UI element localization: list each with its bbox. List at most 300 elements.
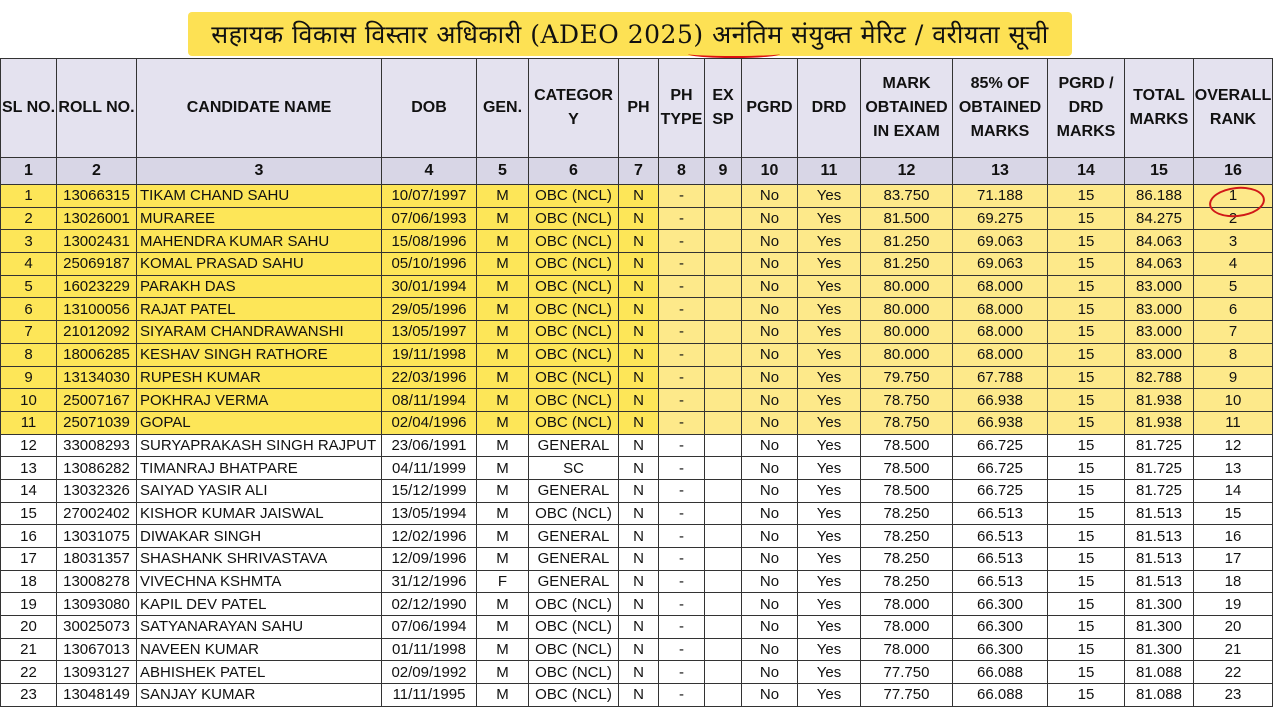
candidate-name-cell: KESHAV SINGH RATHORE <box>137 343 382 366</box>
col-number: 15 <box>1125 158 1194 185</box>
sl-no-cell: 21 <box>1 638 57 661</box>
gender-cell: M <box>477 389 529 412</box>
col-header: OVERALL RANK <box>1194 59 1273 158</box>
pgrd-drd-marks-cell: 15 <box>1048 479 1125 502</box>
gender-cell: M <box>477 434 529 457</box>
dob-cell: 30/01/1994 <box>382 275 477 298</box>
drd-cell: Yes <box>798 616 861 639</box>
roll-no-cell: 13031075 <box>57 525 137 548</box>
col-header: GEN. <box>477 59 529 158</box>
drd-cell: Yes <box>798 298 861 321</box>
category-cell: SC <box>529 457 619 480</box>
pgrd-cell: No <box>742 207 798 230</box>
candidate-name-cell: RUPESH KUMAR <box>137 366 382 389</box>
dob-cell: 15/08/1996 <box>382 230 477 253</box>
candidate-name-cell: PARAKH DAS <box>137 275 382 298</box>
mark-obtained-cell: 79.750 <box>861 366 953 389</box>
category-cell: OBC (NCL) <box>529 298 619 321</box>
col-header: TOTAL MARKS <box>1125 59 1194 158</box>
sl-no-cell: 20 <box>1 616 57 639</box>
pgrd-cell: No <box>742 525 798 548</box>
col-number: 3 <box>137 158 382 185</box>
ph-type-cell: - <box>659 298 705 321</box>
total-marks-cell: 83.000 <box>1125 298 1194 321</box>
sl-no-cell: 11 <box>1 411 57 434</box>
category-cell: OBC (NCL) <box>529 343 619 366</box>
category-cell: OBC (NCL) <box>529 502 619 525</box>
gender-cell: M <box>477 502 529 525</box>
pgrd-drd-marks-cell: 15 <box>1048 570 1125 593</box>
col-header: PGRD <box>742 59 798 158</box>
dob-cell: 01/11/1998 <box>382 638 477 661</box>
mark-obtained-cell: 78.250 <box>861 548 953 571</box>
dob-cell: 19/11/1998 <box>382 343 477 366</box>
table-row <box>1 207 1273 230</box>
overall-rank-cell: 8 <box>1194 343 1273 366</box>
candidate-name-cell: MAHENDRA KUMAR SAHU <box>137 230 382 253</box>
dob-cell: 13/05/1994 <box>382 502 477 525</box>
drd-cell: Yes <box>798 548 861 571</box>
dob-cell: 15/12/1999 <box>382 479 477 502</box>
table-row <box>1 230 1273 253</box>
roll-no-cell: 18031357 <box>57 548 137 571</box>
dob-cell: 29/05/1996 <box>382 298 477 321</box>
category-cell: OBC (NCL) <box>529 185 619 208</box>
roll-no-cell: 33008293 <box>57 434 137 457</box>
mark-obtained-cell: 78.250 <box>861 502 953 525</box>
marks-85-percent-cell: 66.300 <box>953 593 1048 616</box>
ph-type-cell: - <box>659 616 705 639</box>
mark-obtained-cell: 80.000 <box>861 343 953 366</box>
ph-type-cell: - <box>659 548 705 571</box>
dob-cell: 13/05/1997 <box>382 321 477 344</box>
ex-sp-cell <box>705 570 742 593</box>
gender-cell: M <box>477 207 529 230</box>
pgrd-cell: No <box>742 411 798 434</box>
ex-sp-cell <box>705 525 742 548</box>
overall-rank-cell: 19 <box>1194 593 1273 616</box>
ph-cell: N <box>619 321 659 344</box>
ph-cell: N <box>619 479 659 502</box>
pgrd-cell: No <box>742 275 798 298</box>
pgrd-drd-marks-cell: 15 <box>1048 684 1125 707</box>
pgrd-drd-marks-cell: 15 <box>1048 411 1125 434</box>
roll-no-cell: 13134030 <box>57 366 137 389</box>
pgrd-cell: No <box>742 593 798 616</box>
total-marks-cell: 81.300 <box>1125 638 1194 661</box>
marks-85-percent-cell: 66.513 <box>953 570 1048 593</box>
ex-sp-cell <box>705 411 742 434</box>
gender-cell: M <box>477 661 529 684</box>
mark-obtained-cell: 80.000 <box>861 275 953 298</box>
col-header: PH <box>619 59 659 158</box>
candidate-name-cell: SAIYAD YASIR ALI <box>137 479 382 502</box>
ph-cell: N <box>619 298 659 321</box>
sl-no-cell: 2 <box>1 207 57 230</box>
marks-85-percent-cell: 66.088 <box>953 661 1048 684</box>
gender-cell: M <box>477 366 529 389</box>
col-header: SL NO. <box>1 59 57 158</box>
gender-cell: M <box>477 343 529 366</box>
ph-type-cell: - <box>659 343 705 366</box>
drd-cell: Yes <box>798 185 861 208</box>
dob-cell: 02/04/1996 <box>382 411 477 434</box>
candidate-name-cell: KOMAL PRASAD SAHU <box>137 253 382 276</box>
sl-no-cell: 17 <box>1 548 57 571</box>
table-row <box>1 457 1273 480</box>
table-row <box>1 638 1273 661</box>
ex-sp-cell <box>705 434 742 457</box>
pgrd-cell: No <box>742 185 798 208</box>
pgrd-drd-marks-cell: 15 <box>1048 298 1125 321</box>
dob-cell: 04/11/1999 <box>382 457 477 480</box>
pgrd-drd-marks-cell: 15 <box>1048 593 1125 616</box>
table-row <box>1 548 1273 571</box>
pgrd-drd-marks-cell: 15 <box>1048 343 1125 366</box>
column-number-row <box>1 158 1273 185</box>
table-row <box>1 343 1273 366</box>
total-marks-cell: 81.725 <box>1125 479 1194 502</box>
col-header: CATEGOR Y <box>529 59 619 158</box>
pgrd-drd-marks-cell: 15 <box>1048 548 1125 571</box>
ph-type-cell: - <box>659 502 705 525</box>
ph-cell: N <box>619 616 659 639</box>
mark-obtained-cell: 78.250 <box>861 525 953 548</box>
page-title: सहायक विकास विस्तार अधिकारी (ADEO 2025) अनंतिम संयुक्त मेरिट / वरीयता सूची <box>211 20 1049 49</box>
pgrd-cell: No <box>742 661 798 684</box>
ph-type-cell: - <box>659 684 705 707</box>
ph-type-cell: - <box>659 275 705 298</box>
ph-type-cell: - <box>659 230 705 253</box>
drd-cell: Yes <box>798 434 861 457</box>
dob-cell: 07/06/1993 <box>382 207 477 230</box>
table-row <box>1 525 1273 548</box>
candidate-name-cell: VIVECHNA KSHMTA <box>137 570 382 593</box>
pgrd-cell: No <box>742 502 798 525</box>
ph-type-cell: - <box>659 366 705 389</box>
sl-no-cell: 9 <box>1 366 57 389</box>
mark-obtained-cell: 83.750 <box>861 185 953 208</box>
pgrd-cell: No <box>742 684 798 707</box>
gender-cell: M <box>477 253 529 276</box>
overall-rank-cell: 10 <box>1194 389 1273 412</box>
pgrd-drd-marks-cell: 15 <box>1048 661 1125 684</box>
total-marks-cell: 81.088 <box>1125 661 1194 684</box>
table-row <box>1 275 1273 298</box>
overall-rank-cell: 1 <box>1194 185 1273 208</box>
total-marks-cell: 81.513 <box>1125 548 1194 571</box>
total-marks-cell: 82.788 <box>1125 366 1194 389</box>
category-cell: OBC (NCL) <box>529 661 619 684</box>
col-number: 7 <box>619 158 659 185</box>
overall-rank-cell: 4 <box>1194 253 1273 276</box>
gender-cell: M <box>477 321 529 344</box>
candidate-name-cell: ABHISHEK PATEL <box>137 661 382 684</box>
candidate-name-cell: TIMANRAJ BHATPARE <box>137 457 382 480</box>
dob-cell: 22/03/1996 <box>382 366 477 389</box>
col-number: 1 <box>1 158 57 185</box>
ph-cell: N <box>619 343 659 366</box>
drd-cell: Yes <box>798 366 861 389</box>
sl-no-cell: 13 <box>1 457 57 480</box>
mark-obtained-cell: 81.500 <box>861 207 953 230</box>
ex-sp-cell <box>705 502 742 525</box>
merit-table <box>0 58 1273 707</box>
pgrd-drd-marks-cell: 15 <box>1048 457 1125 480</box>
total-marks-cell: 81.088 <box>1125 684 1194 707</box>
total-marks-cell: 81.725 <box>1125 434 1194 457</box>
dob-cell: 31/12/1996 <box>382 570 477 593</box>
pgrd-cell: No <box>742 389 798 412</box>
overall-rank-cell: 13 <box>1194 457 1273 480</box>
overall-rank-cell: 16 <box>1194 525 1273 548</box>
dob-cell: 02/09/1992 <box>382 661 477 684</box>
total-marks-cell: 84.275 <box>1125 207 1194 230</box>
col-header: ROLL NO. <box>57 59 137 158</box>
header-row <box>1 59 1273 158</box>
category-cell: OBC (NCL) <box>529 389 619 412</box>
category-cell: OBC (NCL) <box>529 638 619 661</box>
mark-obtained-cell: 81.250 <box>861 230 953 253</box>
marks-85-percent-cell: 68.000 <box>953 298 1048 321</box>
drd-cell: Yes <box>798 411 861 434</box>
sl-no-cell: 23 <box>1 684 57 707</box>
ph-type-cell: - <box>659 570 705 593</box>
ph-type-cell: - <box>659 593 705 616</box>
overall-rank-cell: 3 <box>1194 230 1273 253</box>
ph-type-cell: - <box>659 638 705 661</box>
gender-cell: M <box>477 593 529 616</box>
roll-no-cell: 13067013 <box>57 638 137 661</box>
category-cell: GENERAL <box>529 525 619 548</box>
ex-sp-cell <box>705 275 742 298</box>
drd-cell: Yes <box>798 525 861 548</box>
drd-cell: Yes <box>798 207 861 230</box>
mark-obtained-cell: 78.750 <box>861 411 953 434</box>
roll-no-cell: 27002402 <box>57 502 137 525</box>
col-header: 85% OF OBTAINED MARKS <box>953 59 1048 158</box>
gender-cell: M <box>477 479 529 502</box>
table-row <box>1 321 1273 344</box>
total-marks-cell: 81.300 <box>1125 616 1194 639</box>
mark-obtained-cell: 80.000 <box>861 321 953 344</box>
gender-cell: M <box>477 457 529 480</box>
sl-no-cell: 22 <box>1 661 57 684</box>
table-row <box>1 389 1273 412</box>
marks-85-percent-cell: 67.788 <box>953 366 1048 389</box>
ph-type-cell: - <box>659 185 705 208</box>
pgrd-drd-marks-cell: 15 <box>1048 185 1125 208</box>
category-cell: OBC (NCL) <box>529 253 619 276</box>
sl-no-cell: 7 <box>1 321 57 344</box>
col-number: 9 <box>705 158 742 185</box>
marks-85-percent-cell: 66.513 <box>953 525 1048 548</box>
pgrd-cell: No <box>742 298 798 321</box>
col-header: EX SP <box>705 59 742 158</box>
ph-type-cell: - <box>659 207 705 230</box>
candidate-name-cell: SHASHANK SHRIVASTAVA <box>137 548 382 571</box>
total-marks-cell: 84.063 <box>1125 230 1194 253</box>
col-number: 14 <box>1048 158 1125 185</box>
ph-type-cell: - <box>659 389 705 412</box>
ex-sp-cell <box>705 298 742 321</box>
table-row <box>1 661 1273 684</box>
pgrd-drd-marks-cell: 15 <box>1048 253 1125 276</box>
pgrd-cell: No <box>742 253 798 276</box>
ph-cell: N <box>619 570 659 593</box>
drd-cell: Yes <box>798 253 861 276</box>
col-number: 5 <box>477 158 529 185</box>
mark-obtained-cell: 78.250 <box>861 570 953 593</box>
table-row <box>1 570 1273 593</box>
overall-rank-cell: 14 <box>1194 479 1273 502</box>
col-header: MARK OBTAINED IN EXAM <box>861 59 953 158</box>
pgrd-drd-marks-cell: 15 <box>1048 389 1125 412</box>
roll-no-cell: 25071039 <box>57 411 137 434</box>
category-cell: OBC (NCL) <box>529 593 619 616</box>
marks-85-percent-cell: 69.275 <box>953 207 1048 230</box>
ph-cell: N <box>619 366 659 389</box>
table-row <box>1 502 1273 525</box>
merit-table-body <box>1 185 1273 707</box>
gender-cell: M <box>477 684 529 707</box>
col-number: 2 <box>57 158 137 185</box>
drd-cell: Yes <box>798 343 861 366</box>
mark-obtained-cell: 78.000 <box>861 593 953 616</box>
pgrd-drd-marks-cell: 15 <box>1048 638 1125 661</box>
total-marks-cell: 83.000 <box>1125 321 1194 344</box>
table-row <box>1 411 1273 434</box>
drd-cell: Yes <box>798 570 861 593</box>
candidate-name-cell: MURAREE <box>137 207 382 230</box>
col-header: DOB <box>382 59 477 158</box>
marks-85-percent-cell: 66.300 <box>953 616 1048 639</box>
dob-cell: 10/07/1997 <box>382 185 477 208</box>
sl-no-cell: 6 <box>1 298 57 321</box>
marks-85-percent-cell: 71.188 <box>953 185 1048 208</box>
candidate-name-cell: SIYARAM CHANDRAWANSHI <box>137 321 382 344</box>
pgrd-cell: No <box>742 457 798 480</box>
total-marks-cell: 83.000 <box>1125 275 1194 298</box>
marks-85-percent-cell: 66.725 <box>953 479 1048 502</box>
overall-rank-cell: 12 <box>1194 434 1273 457</box>
category-cell: GENERAL <box>529 570 619 593</box>
col-number: 10 <box>742 158 798 185</box>
drd-cell: Yes <box>798 389 861 412</box>
col-header: PH TYPE <box>659 59 705 158</box>
pgrd-cell: No <box>742 479 798 502</box>
gender-cell: M <box>477 525 529 548</box>
pgrd-drd-marks-cell: 15 <box>1048 321 1125 344</box>
pgrd-drd-marks-cell: 15 <box>1048 275 1125 298</box>
ph-cell: N <box>619 684 659 707</box>
sl-no-cell: 15 <box>1 502 57 525</box>
roll-no-cell: 21012092 <box>57 321 137 344</box>
category-cell: OBC (NCL) <box>529 366 619 389</box>
table-row <box>1 479 1273 502</box>
roll-no-cell: 13086282 <box>57 457 137 480</box>
col-header: CANDIDATE NAME <box>137 59 382 158</box>
overall-rank-cell: 18 <box>1194 570 1273 593</box>
col-header: PGRD / DRD MARKS <box>1048 59 1125 158</box>
overall-rank-cell: 15 <box>1194 502 1273 525</box>
table-row <box>1 434 1273 457</box>
mark-obtained-cell: 77.750 <box>861 661 953 684</box>
candidate-name-cell: NAVEEN KUMAR <box>137 638 382 661</box>
roll-no-cell: 13048149 <box>57 684 137 707</box>
ph-type-cell: - <box>659 321 705 344</box>
pgrd-cell: No <box>742 548 798 571</box>
candidate-name-cell: RAJAT PATEL <box>137 298 382 321</box>
overall-rank-cell: 21 <box>1194 638 1273 661</box>
table-row <box>1 185 1273 208</box>
mark-obtained-cell: 78.750 <box>861 389 953 412</box>
drd-cell: Yes <box>798 502 861 525</box>
ph-cell: N <box>619 593 659 616</box>
marks-85-percent-cell: 66.938 <box>953 389 1048 412</box>
category-cell: OBC (NCL) <box>529 616 619 639</box>
ph-cell: N <box>619 207 659 230</box>
roll-no-cell: 13026001 <box>57 207 137 230</box>
gender-cell: M <box>477 275 529 298</box>
drd-cell: Yes <box>798 638 861 661</box>
gender-cell: M <box>477 185 529 208</box>
ex-sp-cell <box>705 638 742 661</box>
mark-obtained-cell: 81.250 <box>861 253 953 276</box>
roll-no-cell: 13100056 <box>57 298 137 321</box>
total-marks-cell: 81.725 <box>1125 457 1194 480</box>
sl-no-cell: 14 <box>1 479 57 502</box>
ph-type-cell: - <box>659 434 705 457</box>
overall-rank-cell: 6 <box>1194 298 1273 321</box>
total-marks-cell: 84.063 <box>1125 253 1194 276</box>
mark-obtained-cell: 78.500 <box>861 434 953 457</box>
pgrd-drd-marks-cell: 15 <box>1048 502 1125 525</box>
roll-no-cell: 13066315 <box>57 185 137 208</box>
ph-cell: N <box>619 275 659 298</box>
col-number: 4 <box>382 158 477 185</box>
roll-no-cell: 13093080 <box>57 593 137 616</box>
ex-sp-cell <box>705 253 742 276</box>
col-number: 16 <box>1194 158 1273 185</box>
ex-sp-cell <box>705 343 742 366</box>
pgrd-cell: No <box>742 434 798 457</box>
table-row <box>1 366 1273 389</box>
sl-no-cell: 3 <box>1 230 57 253</box>
col-number: 11 <box>798 158 861 185</box>
drd-cell: Yes <box>798 661 861 684</box>
drd-cell: Yes <box>798 479 861 502</box>
roll-no-cell: 13093127 <box>57 661 137 684</box>
gender-cell: M <box>477 638 529 661</box>
ph-type-cell: - <box>659 525 705 548</box>
drd-cell: Yes <box>798 684 861 707</box>
ph-type-cell: - <box>659 253 705 276</box>
total-marks-cell: 81.300 <box>1125 593 1194 616</box>
marks-85-percent-cell: 66.938 <box>953 411 1048 434</box>
sl-no-cell: 8 <box>1 343 57 366</box>
pgrd-cell: No <box>742 570 798 593</box>
candidate-name-cell: DIWAKAR SINGH <box>137 525 382 548</box>
total-marks-cell: 81.938 <box>1125 389 1194 412</box>
candidate-name-cell: KISHOR KUMAR JAISWAL <box>137 502 382 525</box>
ph-cell: N <box>619 389 659 412</box>
col-number: 12 <box>861 158 953 185</box>
overall-rank-cell: 11 <box>1194 411 1273 434</box>
roll-no-cell: 18006285 <box>57 343 137 366</box>
table-row <box>1 593 1273 616</box>
ph-cell: N <box>619 457 659 480</box>
